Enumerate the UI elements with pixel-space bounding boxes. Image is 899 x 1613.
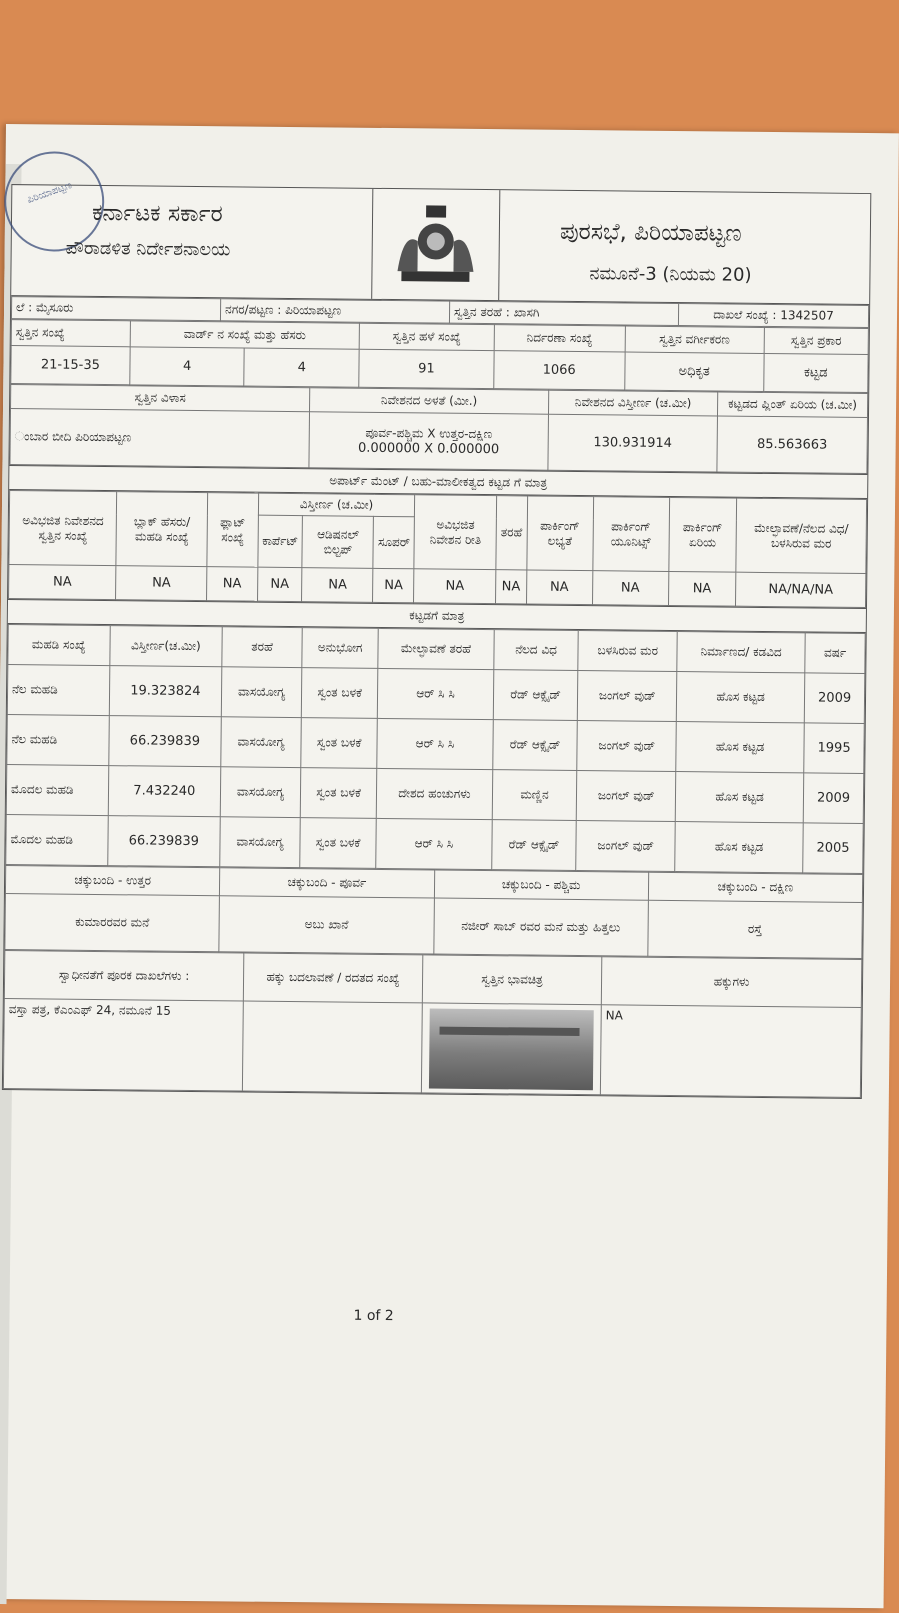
bld-cell: ಸ್ವಂತ ಬಳಕೆ <box>301 718 378 769</box>
table-row <box>7 665 864 724</box>
bld-cell: ಸ್ವಂತ ಬಳಕೆ <box>301 668 378 719</box>
bld-header-0: ಮಹಡಿ ಸಂಖ್ಯೆ <box>8 625 110 666</box>
bld-header-8: ವರ್ಷ <box>805 633 865 674</box>
boundaries-table <box>4 865 863 959</box>
assessment-no: 1066 <box>494 351 625 390</box>
municipality-title: ಪುರಸಭೆ, ಪಿರಿಯಾಪಟ್ಟಣ <box>559 218 742 247</box>
bld-cell: ಜಂಗಲ್ ವುಡ್ <box>578 671 677 722</box>
header-site-area: ನಿವೇಶನದ ವಿಸ್ತೀರ್ಣ (ಚ.ಮೀ) <box>548 390 717 416</box>
bld-cell: 66.239839 <box>107 816 220 867</box>
classification: ಅಧಿಕೃತ <box>624 352 764 391</box>
apt-value-0: NA <box>9 565 117 600</box>
bld-header-7: ನಿರ್ಮಾಣದ/ ಕಡವಿದ <box>677 632 806 673</box>
header-property-no: ಸ್ವತ್ತಿನ ಸಂಖ್ಯೆ <box>11 320 130 347</box>
bld-cell: ಮಣ್ಣಿನ <box>492 770 577 821</box>
state-emblem-icon <box>372 189 500 300</box>
district: ಲೆ : ಮೈಸೂರು <box>11 297 220 321</box>
rights-value: NA <box>600 1005 861 1098</box>
header-ward: ವಾರ್ಡ್ ನ ಸಂಖ್ಯೆ ಮತ್ತು ಹೆಸರು <box>130 321 359 349</box>
boundary-header-south: ಚಕ್ಕುಬಂದಿ - ದಕ್ಷಿಣ <box>648 872 863 902</box>
doc-header-0: ಸ್ವಾಧೀನತೆಗೆ ಪೂರಕ ದಾಖಲೆಗಳು : <box>4 951 243 1002</box>
property-photo-cell <box>421 1003 601 1095</box>
ward-name: 4 <box>244 348 359 387</box>
apt-header-11: ಮೇಲ್ಛಾವಣೆ/ನೆಲದ ವಿಧ/ಬಳಸಿರುವ ಮರ <box>736 498 867 573</box>
bld-cell: ರೆಡ್ ಆಕ್ಸೈಡ್ <box>491 820 576 871</box>
header-left <box>11 180 373 299</box>
bld-cell: ಮೊದಲ ಮಹಡಿ <box>6 815 108 866</box>
table-row <box>6 815 863 874</box>
bld-cell: ಜಂಗಲ್ ವುಡ್ <box>577 771 676 822</box>
boundary-east: ಅಬು ಖಾನೆ <box>219 896 434 954</box>
bld-cell: ಮೊದಲ ಮಹಡಿ <box>6 765 108 816</box>
property-type: ಸ್ವತ್ತಿನ ತರಹೆ : ಖಾಸಗಿ <box>449 301 678 325</box>
address-value: ಂಬಾರ ಬೀದಿ ಪಿರಿಯಾಪಟ್ಟಣ <box>10 409 310 468</box>
boundary-north: ಕುಮಾರರವರ ಮನೆ <box>5 894 220 952</box>
dims-label: ಪೂರ್ವ-ಪಶ್ಚಿಮ X ಉತ್ತರ-ದಕ್ಷಿಣ <box>365 425 493 441</box>
header-plinth-area: ಕಟ್ಟಡದ ಪ್ಲಿಂತ್ ಏರಿಯ (ಚ.ಮೀ) <box>717 392 867 418</box>
boundary-header-north: ಚಕ್ಕುಬಂದಿ - ಉತ್ತರ <box>5 866 220 896</box>
bld-cell: ವಾಸಯೋಗ್ಯ <box>220 817 300 868</box>
bld-cell: ನೆಲ ಮಹಡಿ <box>7 715 109 766</box>
entry-number: ದಾಖಲೆ ಸಂಖ್ಯೆ : 1342507 <box>678 304 868 328</box>
form-header <box>11 180 870 305</box>
apt-header-7: ತರಹೆ <box>496 496 527 570</box>
apt-value-1: NA <box>116 566 207 601</box>
property-table <box>10 319 869 393</box>
bld-cell: ಹೊಸ ಕಟ್ಟಡ <box>676 672 805 723</box>
apt-header-2: ಫ್ಲಾಟ್ ಸಂಖ್ಯೆ <box>207 493 258 568</box>
apt-value-9: NA <box>592 571 668 606</box>
apt-value-7: NA <box>496 570 527 604</box>
bld-header-4: ಮೇಲ್ಛಾವಣೆ ತರಹೆ <box>378 628 494 669</box>
bld-header-6: ಬಳಸಿರುವ ಮರ <box>578 631 677 672</box>
plinth-area: 85.563663 <box>717 416 868 474</box>
bld-header-3: ಅನುಭೋಗ <box>302 628 379 669</box>
header-assessment-no: ನಿರ್ದರಣಾ ಸಂಖ್ಯೆ <box>494 325 625 352</box>
apt-header-6: ಅವಿಭಜಿತ ನಿವೇಶನ ರೀತಿ <box>414 495 496 570</box>
apt-value-2: NA <box>207 567 258 602</box>
apt-header-0: ಅವಿಭಜಿತ ನಿವೇಶನದ ಸ್ವತ್ತಿನ ಸಂಖ್ಯೆ <box>9 491 117 566</box>
old-no: 91 <box>359 349 494 388</box>
documents-table <box>3 950 862 1098</box>
site-area: 130.931914 <box>548 414 718 472</box>
bld-cell: ಆರ್ ಸಿ ಸಿ <box>377 668 493 719</box>
boundary-header-west: ಚಕ್ಕುಬಂದಿ - ಪಶ್ಚಿಮ <box>434 870 649 900</box>
bld-cell: ಜಂಗಲ್ ವುಡ್ <box>576 821 675 872</box>
bld-cell: ರೆಡ್ ಆಕ್ಸೈಡ್ <box>492 720 577 771</box>
table-row <box>6 765 863 824</box>
bld-header-2: ತರಹೆ <box>222 627 302 668</box>
apt-header-5: ಸೂಪರ್ <box>373 516 415 568</box>
doc-header-1: ಹಕ್ಕು ಬದಲಾವಣೆ / ರದತದ ಸಂಖ್ಯೆ <box>243 953 422 1003</box>
document-sheet <box>0 124 899 1608</box>
header-site-dims: ನಿವೇಶನದ ಅಳತೆ (ಮೀ.) <box>310 388 549 415</box>
bld-cell: 2009 <box>803 773 863 824</box>
table-row <box>7 715 864 774</box>
apt-header-3: ಕಾರ್ಪೆಟ್ <box>258 515 303 567</box>
apt-value-11: NA/NA/NA <box>736 572 866 607</box>
doc-value: ವಸ್ತಾ ಪತ್ರ, ಕೆಎಂಎಫ್ 24, ನಮೂನೆ 15 <box>3 999 243 1091</box>
property-photo <box>429 1008 594 1090</box>
bld-cell: ನೆಲ ಮಹಡಿ <box>7 665 109 716</box>
address-table <box>9 384 868 474</box>
apt-area-group: ವಿಸ್ತೀರ್ಣ (ಚ.ಮೀ) <box>258 493 415 517</box>
boundary-header-east: ಚಕ್ಕುಬಂದಿ - ಪೂರ್ವ <box>220 868 435 898</box>
apt-header-9: ಪಾರ್ಕಿಂಗ್ ಯೂನಿಟ್ಸ್ <box>592 497 669 572</box>
form-number: ನಮೂನೆ-3 (ನಿಯಮ 20) <box>589 263 752 286</box>
mutation-number <box>242 1001 422 1093</box>
bld-cell: ಸ್ವಂತ ಬಳಕೆ <box>300 818 377 869</box>
bld-cell: ವಾಸಯೋಗ್ಯ <box>220 767 300 818</box>
header-right <box>499 190 870 304</box>
header-classification: ಸ್ವತ್ತಿನ ವರ್ಗೀಕರಣ <box>625 326 764 353</box>
apt-header-10: ಪಾರ್ಕಿಂಗ್ ಏರಿಯ <box>668 497 736 572</box>
property-no: 21-15-35 <box>11 346 130 385</box>
bld-cell: ವಾಸಯೋಗ್ಯ <box>221 717 301 768</box>
property-kind: ಕಟ್ಟಡ <box>764 353 869 392</box>
site-dims <box>309 412 549 470</box>
apartment-table <box>8 490 867 608</box>
apt-value-8: NA <box>526 570 592 605</box>
apt-header-1: ಬ್ಲಾಕ್ ಹೆಸರು/ ಮಹಡಿ ಸಂಖ್ಯೆ <box>116 492 208 567</box>
govt-title: ಕರ್ನಾಟಕ ಸರ್ಕಾರ <box>91 199 223 228</box>
bld-cell: 7.432240 <box>108 766 221 817</box>
bld-cell: ಆರ್ ಸಿ ಸಿ <box>377 718 493 769</box>
bld-cell: ಸ್ವಂತ ಬಳಕೆ <box>300 768 377 819</box>
header-old-no: ಸ್ವತ್ತಿನ ಹಳೆ ಸಂಖ್ಯೆ <box>359 323 494 350</box>
bld-cell: ರೆಡ್ ಆಕ್ಸೈಡ್ <box>493 670 578 721</box>
page-number: 1 of 2 <box>353 1307 394 1325</box>
apt-header-8: ಪಾರ್ಕಿಂಗ್ ಲಭ್ಯತೆ <box>526 496 593 571</box>
bld-cell: ವಾಸಯೋಗ್ಯ <box>221 667 301 718</box>
header-property-kind: ಸ್ವತ್ತಿನ ಪ್ರಕಾರ <box>764 327 868 354</box>
form-frame <box>2 180 871 1099</box>
bld-cell: 1995 <box>804 723 864 774</box>
header-address: ಸ್ವತ್ತಿನ ವಿಳಾಸ <box>11 385 310 412</box>
official-seal-icon: ಪಿರಿಯಾಪಟ್ಟಣ <box>4 151 105 252</box>
building-band: ಕಟ್ಟಡಗೆ ಮಾತ್ರ <box>8 599 866 633</box>
ward-no: 4 <box>130 347 245 386</box>
bld-cell: 2005 <box>803 823 863 874</box>
apt-value-6: NA <box>414 569 496 604</box>
bld-cell: ಹೊಸ ಕಟ್ಟಡ <box>676 722 805 773</box>
apt-header-4: ಆಡಿಷನಲ್ ಬಿಲ್ಟಪ್ <box>302 516 373 569</box>
bld-cell: ಆರ್ ಸಿ ಸಿ <box>376 818 492 869</box>
bld-cell: ಹೊಸ ಕಟ್ಟಡ <box>675 822 804 873</box>
bld-cell: ದೇಶದ ಹಂಚುಗಳು <box>376 768 492 819</box>
bld-cell: ಜಂಗಲ್ ವುಡ್ <box>577 721 676 772</box>
bld-header-1: ವಿಸ್ತೀರ್ಣ(ಚ.ಮೀ) <box>109 626 222 667</box>
apt-value-10: NA <box>668 571 736 606</box>
doc-header-3: ಹಕ್ಕುಗಳು <box>601 957 861 1008</box>
apt-value-3: NA <box>257 567 302 601</box>
bld-cell: ಹೊಸ ಕಟ್ಟಡ <box>675 772 804 823</box>
bld-cell: 19.323824 <box>109 666 222 717</box>
dims-value: 0.000000 X 0.000000 <box>357 440 500 457</box>
doc-header-2: ಸ್ವತ್ತಿನ ಭಾವಚಿತ್ರ <box>422 955 601 1005</box>
apt-value-5: NA <box>373 568 414 602</box>
bld-header-5: ನೆಲದ ವಿಧ <box>493 630 578 671</box>
town: ನಗರ/ಪಟ್ಟಣ : ಪಿರಿಯಾಪಟ್ಟಣ <box>220 299 449 323</box>
bld-cell: 2009 <box>804 673 864 724</box>
building-table <box>5 624 865 874</box>
boundary-west: ನಜೀರ್ ಸಾಬ್ ರವರ ಮನೆ ಮತ್ತು ಹಿತ್ತಲು <box>433 898 648 956</box>
boundary-south: ರಸ್ತೆ <box>648 900 863 958</box>
apartment-band: ಅಪಾರ್ಟ್ ಮೆಂಟ್ / ಬಹು-ಮಾಲೀಕತ್ವದ ಕಟ್ಟಡ ಗೆ ಮಾತ್ರ <box>9 465 867 499</box>
apt-value-4: NA <box>302 568 373 603</box>
bld-cell: 66.239839 <box>108 716 221 767</box>
directorate-title: ಪೌರಾಡಳಿತ ನಿರ್ದೇಶನಾಲಯ <box>65 237 231 261</box>
